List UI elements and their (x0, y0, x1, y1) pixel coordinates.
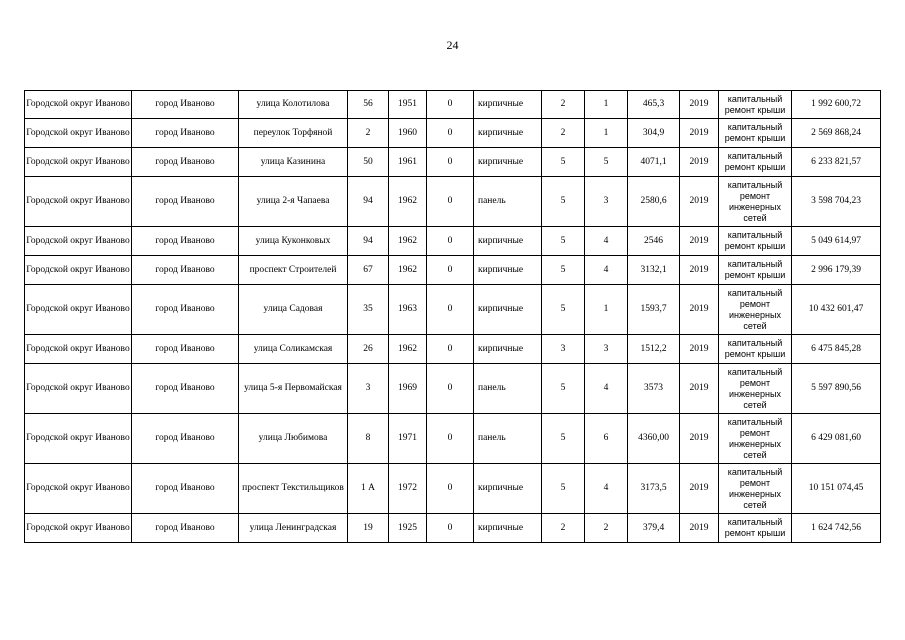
cell-street: переулок Торфяной (239, 119, 348, 148)
cell-street: улица Садовая (239, 285, 348, 335)
cell-year-overhaul: 0 (427, 335, 474, 364)
table-body (25, 91, 881, 543)
cell-floors: 2 (542, 91, 585, 119)
cell-year-overhaul: 0 (427, 91, 474, 119)
table-row (25, 514, 881, 543)
cell-municipality: Городской округ Иваново (25, 256, 132, 285)
cell-area: 3173,5 (628, 464, 680, 514)
cell-area: 465,3 (628, 91, 680, 119)
cell-year-overhaul: 0 (427, 148, 474, 177)
cell-wall-material: кирпичные (474, 148, 542, 177)
cell-year-built: 1925 (389, 514, 427, 543)
cell-cost: 10 432 601,47 (792, 285, 881, 335)
cell-house-number: 50 (348, 148, 389, 177)
cell-house-number: 8 (348, 414, 389, 464)
cell-cost: 3 598 704,23 (792, 177, 881, 227)
cell-settlement: город Иваново (132, 119, 239, 148)
cell-year-built: 1962 (389, 177, 427, 227)
cell-wall-material: панель (474, 414, 542, 464)
cell-settlement: город Иваново (132, 285, 239, 335)
cell-floors: 5 (542, 464, 585, 514)
cell-house-number: 19 (348, 514, 389, 543)
cell-settlement: город Иваново (132, 335, 239, 364)
cell-street: улица Ленинградская (239, 514, 348, 543)
cell-year-built: 1962 (389, 335, 427, 364)
cell-work-type: капитальный ремонт крыши (719, 514, 792, 543)
cell-wall-material: кирпичные (474, 514, 542, 543)
cell-street: улица Соликамская (239, 335, 348, 364)
cell-settlement: город Иваново (132, 148, 239, 177)
table-row (25, 414, 881, 464)
table-row (25, 364, 881, 414)
cell-wall-material: кирпичные (474, 464, 542, 514)
cell-year-built: 1972 (389, 464, 427, 514)
table-row (25, 285, 881, 335)
cell-cost: 6 475 845,28 (792, 335, 881, 364)
cell-entrances: 4 (585, 256, 628, 285)
cell-work-type: капитальный ремонт крыши (719, 91, 792, 119)
cell-municipality: Городской округ Иваново (25, 514, 132, 543)
cell-house-number: 56 (348, 91, 389, 119)
cell-wall-material: кирпичные (474, 285, 542, 335)
cell-year-built: 1971 (389, 414, 427, 464)
cell-municipality: Городской округ Иваново (25, 464, 132, 514)
cell-municipality: Городской округ Иваново (25, 364, 132, 414)
cell-settlement: город Иваново (132, 91, 239, 119)
housing-overhaul-table (24, 90, 881, 543)
cell-year-built: 1960 (389, 119, 427, 148)
cell-house-number: 67 (348, 256, 389, 285)
cell-cost: 6 233 821,57 (792, 148, 881, 177)
cell-cost: 6 429 081,60 (792, 414, 881, 464)
cell-work-type: капитальный ремонт инженерных сетей (719, 177, 792, 227)
cell-plan-year: 2019 (680, 514, 719, 543)
table-row (25, 227, 881, 256)
cell-area: 1593,7 (628, 285, 680, 335)
cell-entrances: 6 (585, 414, 628, 464)
cell-municipality: Городской округ Иваново (25, 227, 132, 256)
cell-floors: 5 (542, 256, 585, 285)
cell-settlement: город Иваново (132, 256, 239, 285)
cell-work-type: капитальный ремонт инженерных сетей (719, 464, 792, 514)
cell-year-overhaul: 0 (427, 285, 474, 335)
cell-year-built: 1961 (389, 148, 427, 177)
cell-cost: 1 624 742,56 (792, 514, 881, 543)
cell-entrances: 5 (585, 148, 628, 177)
cell-entrances: 1 (585, 119, 628, 148)
cell-plan-year: 2019 (680, 414, 719, 464)
cell-year-built: 1969 (389, 364, 427, 414)
cell-area: 3132,1 (628, 256, 680, 285)
cell-house-number: 3 (348, 364, 389, 414)
cell-floors: 2 (542, 514, 585, 543)
cell-settlement: город Иваново (132, 514, 239, 543)
cell-cost: 2 996 179,39 (792, 256, 881, 285)
cell-wall-material: кирпичные (474, 335, 542, 364)
cell-floors: 5 (542, 364, 585, 414)
cell-cost: 1 992 600,72 (792, 91, 881, 119)
cell-year-overhaul: 0 (427, 414, 474, 464)
cell-entrances: 3 (585, 177, 628, 227)
cell-entrances: 4 (585, 227, 628, 256)
table-row (25, 256, 881, 285)
cell-street: улица Колотилова (239, 91, 348, 119)
table-row (25, 119, 881, 148)
cell-wall-material: кирпичные (474, 227, 542, 256)
cell-settlement: город Иваново (132, 414, 239, 464)
cell-floors: 5 (542, 227, 585, 256)
cell-floors: 5 (542, 177, 585, 227)
cell-street: улица Любимова (239, 414, 348, 464)
cell-plan-year: 2019 (680, 285, 719, 335)
cell-floors: 3 (542, 335, 585, 364)
table-row (25, 335, 881, 364)
cell-entrances: 1 (585, 91, 628, 119)
cell-wall-material: кирпичные (474, 119, 542, 148)
cell-street: улица Казинина (239, 148, 348, 177)
cell-house-number: 94 (348, 227, 389, 256)
cell-municipality: Городской округ Иваново (25, 285, 132, 335)
cell-wall-material: панель (474, 177, 542, 227)
cell-plan-year: 2019 (680, 119, 719, 148)
cell-work-type: капитальный ремонт инженерных сетей (719, 414, 792, 464)
cell-street: улица 2-я Чапаева (239, 177, 348, 227)
cell-plan-year: 2019 (680, 177, 719, 227)
cell-municipality: Городской округ Иваново (25, 148, 132, 177)
cell-plan-year: 2019 (680, 227, 719, 256)
cell-work-type: капитальный ремонт инженерных сетей (719, 364, 792, 414)
cell-floors: 5 (542, 285, 585, 335)
cell-municipality: Городской округ Иваново (25, 177, 132, 227)
cell-house-number: 94 (348, 177, 389, 227)
cell-work-type: капитальный ремонт крыши (719, 335, 792, 364)
cell-area: 2580,6 (628, 177, 680, 227)
cell-settlement: город Иваново (132, 227, 239, 256)
cell-year-built: 1963 (389, 285, 427, 335)
cell-house-number: 1 А (348, 464, 389, 514)
cell-area: 4360,00 (628, 414, 680, 464)
cell-house-number: 26 (348, 335, 389, 364)
table-row (25, 464, 881, 514)
cell-street: проспект Текстильщиков (239, 464, 348, 514)
cell-cost: 2 569 868,24 (792, 119, 881, 148)
cell-year-overhaul: 0 (427, 464, 474, 514)
cell-year-built: 1951 (389, 91, 427, 119)
cell-work-type: капитальный ремонт крыши (719, 227, 792, 256)
cell-street: проспект Строителей (239, 256, 348, 285)
cell-municipality: Городской округ Иваново (25, 335, 132, 364)
cell-entrances: 4 (585, 464, 628, 514)
cell-year-overhaul: 0 (427, 514, 474, 543)
cell-area: 304,9 (628, 119, 680, 148)
cell-settlement: город Иваново (132, 177, 239, 227)
cell-plan-year: 2019 (680, 364, 719, 414)
cell-floors: 5 (542, 148, 585, 177)
cell-year-overhaul: 0 (427, 256, 474, 285)
cell-street: улица Куконковых (239, 227, 348, 256)
cell-house-number: 2 (348, 119, 389, 148)
cell-plan-year: 2019 (680, 335, 719, 364)
cell-wall-material: кирпичные (474, 91, 542, 119)
cell-entrances: 4 (585, 364, 628, 414)
cell-entrances: 3 (585, 335, 628, 364)
cell-municipality: Городской округ Иваново (25, 414, 132, 464)
cell-settlement: город Иваново (132, 464, 239, 514)
cell-plan-year: 2019 (680, 148, 719, 177)
cell-entrances: 1 (585, 285, 628, 335)
cell-cost: 5 049 614,97 (792, 227, 881, 256)
cell-year-overhaul: 0 (427, 227, 474, 256)
page-number: 24 (446, 38, 459, 52)
cell-area: 379,4 (628, 514, 680, 543)
cell-year-overhaul: 0 (427, 177, 474, 227)
cell-wall-material: панель (474, 364, 542, 414)
cell-plan-year: 2019 (680, 464, 719, 514)
cell-settlement: город Иваново (132, 364, 239, 414)
cell-floors: 5 (542, 414, 585, 464)
cell-work-type: капитальный ремонт крыши (719, 148, 792, 177)
cell-year-built: 1962 (389, 227, 427, 256)
cell-year-overhaul: 0 (427, 119, 474, 148)
cell-work-type: капитальный ремонт инженерных сетей (719, 285, 792, 335)
table-row (25, 148, 881, 177)
cell-floors: 2 (542, 119, 585, 148)
cell-municipality: Городской округ Иваново (25, 119, 132, 148)
cell-plan-year: 2019 (680, 256, 719, 285)
cell-cost: 10 151 074,45 (792, 464, 881, 514)
table-row (25, 91, 881, 119)
cell-area: 3573 (628, 364, 680, 414)
cell-cost: 5 597 890,56 (792, 364, 881, 414)
cell-entrances: 2 (585, 514, 628, 543)
cell-area: 2546 (628, 227, 680, 256)
cell-work-type: капитальный ремонт крыши (719, 256, 792, 285)
cell-plan-year: 2019 (680, 91, 719, 119)
cell-house-number: 35 (348, 285, 389, 335)
cell-year-built: 1962 (389, 256, 427, 285)
table-row (25, 177, 881, 227)
cell-area: 1512,2 (628, 335, 680, 364)
cell-area: 4071,1 (628, 148, 680, 177)
cell-work-type: капитальный ремонт крыши (719, 119, 792, 148)
cell-wall-material: кирпичные (474, 256, 542, 285)
cell-street: улица 5-я Первомайская (239, 364, 348, 414)
cell-year-overhaul: 0 (427, 364, 474, 414)
cell-municipality: Городской округ Иваново (25, 91, 132, 119)
